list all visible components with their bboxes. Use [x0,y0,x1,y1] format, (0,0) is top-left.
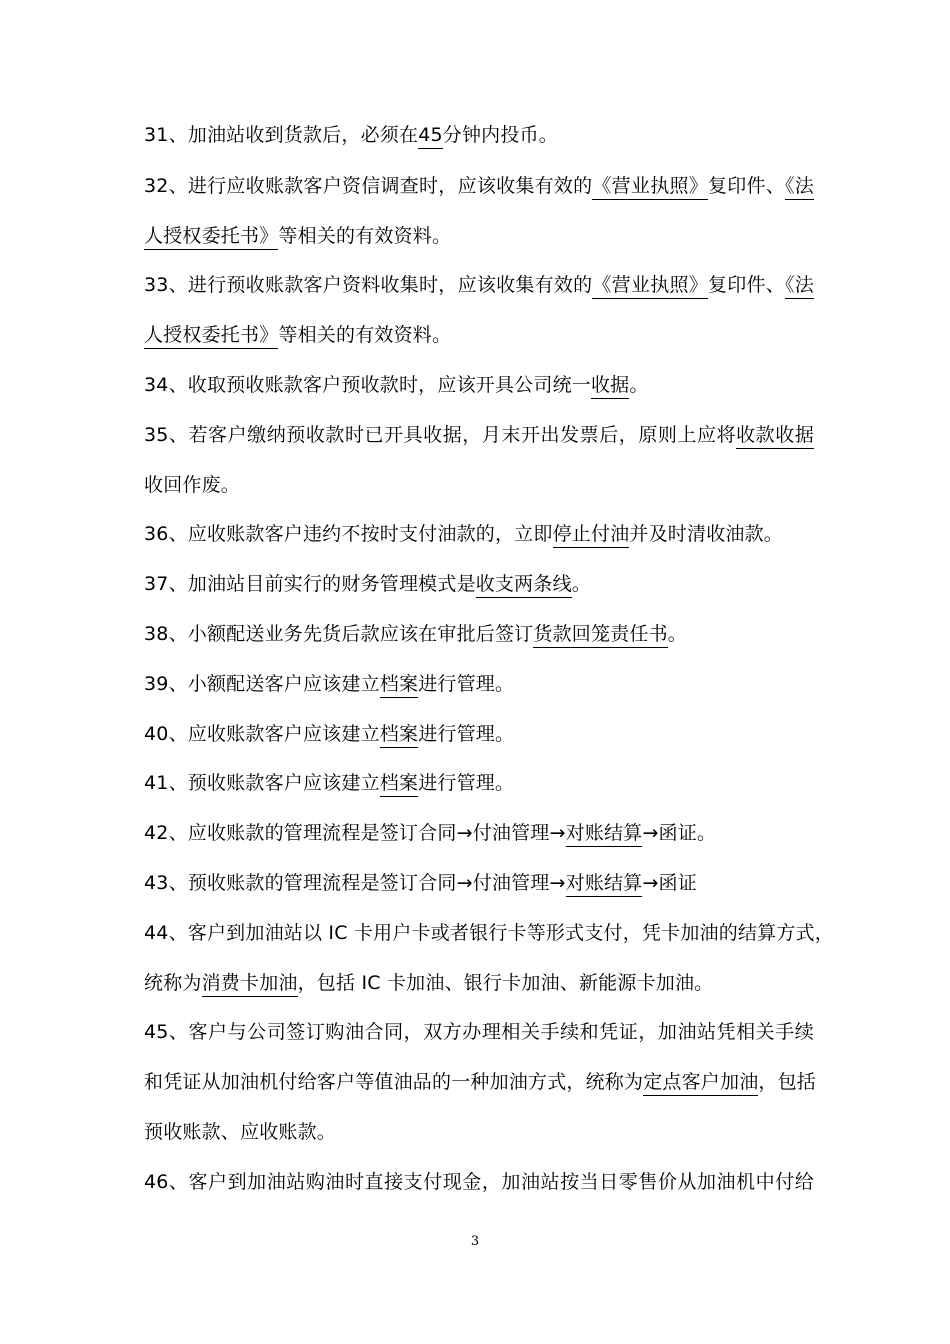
text-line: 35、若客户缴纳预收款时已开具收据，月末开出发票后，原则上应将收款收据 [144,420,814,450]
text-line: 34、收取预收账款客户预收款时，应该开具公司统一收据。 [144,370,814,400]
text-line: 46、客户到加油站购油时直接支付现金，加油站按当日零售价从加油机中付给 [144,1171,814,1193]
text-line: 收回作废。 [144,474,241,496]
text-line: 38、小额配送业务先货后款应该在审批后签订货款回笼责任书。 [144,619,814,649]
underlined-answer: 45 [418,124,443,149]
text-line: 人授权委托书》等相关的有效资料。 [144,221,814,251]
underlined-answer: 档案 [380,772,418,797]
text-line: 40、应收账款客户应该建立档案进行管理。 [144,719,814,749]
text-line: 37、加油站目前实行的财务管理模式是收支两条线。 [144,569,814,599]
text-line: 和凭证从加油机付给客户等值油品的一种加油方式，统称为定点客户加油，包括 [144,1067,814,1097]
text-line: 43、预收账款的管理流程是签订合同→付油管理→对账结算→函证 [144,868,814,898]
underlined-answer: 人授权委托书》 [144,324,278,349]
underlined-answer: 收据 [591,374,629,399]
text-line: 33、进行预收账款客户资料收集时，应该收集有效的《营业执照》复印件、《法 [144,270,814,300]
text-line: 44、客户到加油站以 IC 卡用户卡或者银行卡等形式支付，凭卡加油的结算方式， [144,922,834,944]
underlined-answer: 停止付油 [553,523,630,548]
text-line: 人授权委托书》等相关的有效资料。 [144,320,814,350]
underlined-answer: 档案 [380,723,418,748]
underlined-answer: 《营业执照》 [592,175,708,200]
text-line: 31、加油站收到货款后，必须在45分钟内投币。 [144,120,814,150]
underlined-answer: 《营业执照》 [592,274,708,299]
underlined-answer: 定点客户加油 [643,1071,758,1096]
underlined-answer: 《法 [785,274,814,299]
text-line: 32、进行应收账款客户资信调查时，应该收集有效的《营业执照》复印件、《法 [144,171,814,201]
underlined-answer: 《法 [785,175,814,200]
text-line: 39、小额配送客户应该建立档案进行管理。 [144,669,814,699]
underlined-answer: 货款回笼责任书 [533,623,667,648]
page-number: 3 [470,1234,480,1249]
underlined-answer: 收支两条线 [476,573,572,598]
text-line: 45、客户与公司签订购油合同，双方办理相关手续和凭证，加油站凭相关手续 [144,1021,814,1043]
text-line: 42、应收账款的管理流程是签订合同→付油管理→对账结算→函证。 [144,818,814,848]
underlined-answer: 收款收据 [736,424,814,449]
underlined-answer: 档案 [380,673,418,698]
text-line: 统称为消费卡加油，包括 IC 卡加油、银行卡加油、新能源卡加油。 [144,968,814,998]
text-line: 36、应收账款客户违约不按时支付油款的，立即停止付油并及时清收油款。 [144,519,814,549]
underlined-answer: 消费卡加油 [202,972,298,997]
text-line: 预收账款、应收账款。 [144,1121,337,1143]
text-line: 41、预收账款客户应该建立档案进行管理。 [144,768,814,798]
underlined-answer: 对账结算 [566,872,643,897]
underlined-answer: 对账结算 [566,822,643,847]
underlined-answer: 人授权委托书》 [144,225,278,250]
